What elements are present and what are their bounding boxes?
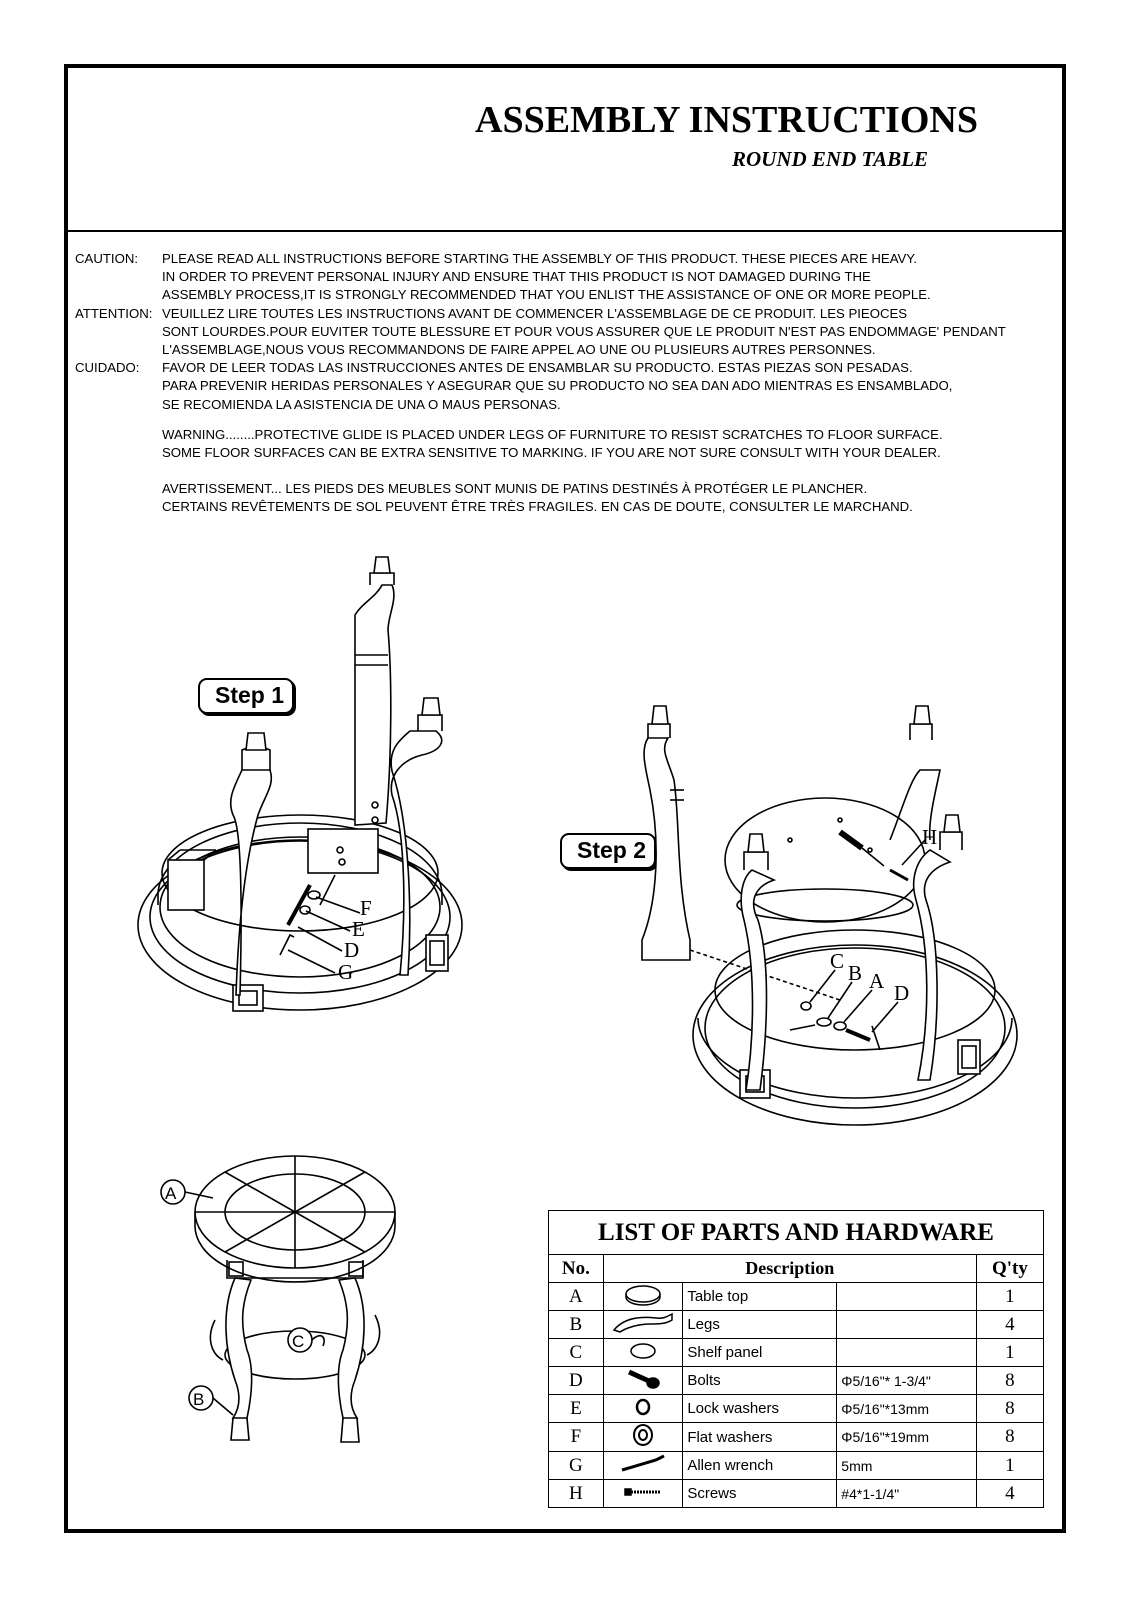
warning-line: WARNING........PROTECTIVE GLIDE IS PLACED UNDER LEGS OF FURNITURE TO RESIST SCRATCHES TO FLOOR SURFACE.	[162, 426, 943, 442]
warning-line: SOME FLOOR SURFACES CAN BE EXTRA SENSITIVE TO MARKING. IF YOU ARE NOT SURE CONSULT WITH YOUR DEALER.	[162, 445, 941, 461]
part-spec: Φ5/16"*13mm	[837, 1395, 977, 1423]
overview-callout-c: C	[292, 1332, 305, 1351]
page-subtitle: ROUND END TABLE	[732, 147, 929, 171]
part-number: F	[549, 1423, 603, 1452]
part-quantity: 4	[976, 1480, 1043, 1508]
step-2-callout: A	[869, 969, 885, 993]
leg-icon	[603, 1311, 683, 1339]
step-2-callout: C	[830, 949, 845, 973]
parts-row	[549, 1423, 1043, 1452]
caution-line: IN ORDER TO PREVENT PERSONAL INJURY AND ENSURE THAT THIS PRODUCT IS NOT DAMAGED DURING THE	[162, 269, 871, 285]
lock-washer-icon	[603, 1395, 683, 1423]
step-2-badge: Step 2	[560, 833, 656, 869]
part-description: Screws	[683, 1480, 837, 1508]
header-divider	[68, 230, 1062, 232]
parts-header-row	[549, 1255, 1043, 1283]
part-description: Table top	[683, 1283, 837, 1311]
col-description-header: Description	[603, 1255, 976, 1283]
part-description: Lock washers	[683, 1395, 837, 1423]
part-number: A	[549, 1283, 603, 1311]
table-top-icon	[603, 1283, 683, 1311]
part-spec	[837, 1283, 977, 1311]
part-spec	[837, 1339, 977, 1367]
step-2-illustration	[640, 700, 1030, 1130]
avertissement-line: CERTAINS REVÊTEMENTS DE SOL PEUVENT ÊTRE TRÈS FRAGILES. EN CAS DE DOUTE, CONSULTER LE MARCHAND.	[162, 499, 913, 515]
cuidado-line: PARA PREVENIR HERIDAS PERSONALES Y ASEGURAR QUE SU PRODUCTO NO SEA DAN ADO MIENTRAS ES ENSAMBLADO,	[162, 378, 953, 394]
step-1-illustration	[130, 555, 470, 1035]
overview-callout-b: B	[193, 1390, 205, 1409]
attention-label: ATTENTION:	[75, 305, 153, 321]
attention-line: SONT LOURDES.POUR EUVITER TOUTE BLESSURE ET POUR VOUS ASSURER QUE LE PRODUIT N'EST PAS ENDOMMAGE' PENDANT	[162, 323, 1006, 339]
part-spec	[837, 1311, 977, 1339]
part-number: B	[549, 1311, 603, 1339]
part-number: G	[549, 1452, 603, 1480]
part-description: Shelf panel	[683, 1339, 837, 1367]
part-description: Bolts	[683, 1367, 837, 1395]
assembled-table-illustration	[155, 1150, 425, 1460]
part-description: Flat washers	[683, 1423, 837, 1452]
cuidado-line: FAVOR DE LEER TODAS LAS INSTRUCCIONES ANTES DE ENSAMBLAR SU PRODUCTO. ESTAS PIEZAS SON PESADAS.	[162, 360, 913, 376]
caution-line: ASSEMBLY PROCESS,IT IS STRONGLY RECOMMENDED THAT YOU ENLIST THE ASSISTANCE OF ONE OR MORE PEOPLE.	[162, 287, 931, 303]
step-2-callout: B	[848, 961, 863, 985]
parts-row	[549, 1480, 1043, 1508]
avertissement-line: AVERTISSEMENT... LES PIEDS DES MEUBLES SONT MUNIS DE PATINS DESTINÉS À PROTÉGER LE PLANCHER.	[162, 481, 868, 497]
part-number: E	[549, 1395, 603, 1423]
part-quantity: 8	[976, 1367, 1043, 1395]
part-spec: Φ5/16"*19mm	[837, 1423, 977, 1452]
part-number: C	[549, 1339, 603, 1367]
part-spec: Φ5/16"* 1-3/4"	[837, 1367, 977, 1395]
part-description: Allen wrench	[683, 1452, 837, 1480]
part-quantity: 1	[976, 1339, 1043, 1367]
caution-note	[75, 250, 1055, 305]
step-1-callout: D	[344, 938, 360, 962]
parts-row	[549, 1339, 1043, 1367]
parts-row	[549, 1367, 1043, 1395]
overview-callout-a: A	[165, 1184, 177, 1203]
step-1-callout: F	[360, 896, 372, 920]
screw-icon	[603, 1480, 683, 1508]
cuidado-note	[75, 359, 1055, 414]
allen-wrench-icon	[603, 1452, 683, 1480]
parts-list	[548, 1210, 1044, 1508]
safety-notes	[75, 250, 1055, 517]
part-quantity: 8	[976, 1423, 1043, 1452]
caution-line: PLEASE READ ALL INSTRUCTIONS BEFORE STARTING THE ASSEMBLY OF THIS PRODUCT. THESE PIECES ARE HEAVY.	[162, 251, 918, 266]
parts-list-title: LIST OF PARTS AND HARDWARE	[549, 1211, 1043, 1255]
bolt-icon	[603, 1367, 683, 1395]
part-quantity: 8	[976, 1395, 1043, 1423]
parts-row	[549, 1283, 1043, 1311]
part-spec: #4*1-1/4"	[837, 1480, 977, 1508]
part-quantity: 4	[976, 1311, 1043, 1339]
attention-line: L'ASSEMBLAGE,NOUS VOUS RECOMMANDONS DE FAIRE APPEL AO UNE OU PLUSIEURS AUTRES PERSONNES.	[162, 342, 876, 358]
shelf-panel-icon	[603, 1339, 683, 1367]
parts-table	[549, 1255, 1043, 1507]
col-no-header: No.	[549, 1255, 603, 1283]
part-description: Legs	[683, 1311, 837, 1339]
parts-row	[549, 1452, 1043, 1480]
parts-row	[549, 1311, 1043, 1339]
caution-label: CAUTION:	[75, 251, 139, 266]
part-spec: 5mm	[837, 1452, 977, 1480]
col-qty-header: Q'ty	[976, 1255, 1043, 1283]
part-quantity: 1	[976, 1283, 1043, 1311]
parts-row	[549, 1395, 1043, 1423]
part-number: D	[549, 1367, 603, 1395]
step-1-callout: E	[352, 917, 365, 941]
cuidado-label: CUIDADO:	[75, 360, 140, 376]
page-title: ASSEMBLY INSTRUCTIONS	[475, 99, 978, 141]
step-2-callout: D	[894, 981, 910, 1005]
cuidado-line: SE RECOMIENDA LA ASISTENCIA DE UNA O MAUS PERSONAS.	[162, 396, 561, 412]
step-1-callout: G	[338, 960, 354, 984]
step-2-callout: H	[922, 825, 938, 849]
attention-line: VEUILLEZ LIRE TOUTES LES INSTRUCTIONS AVANT DE COMMENCER L'ASSEMBLAGE DE CE PRODUIT. LES PIEOCES	[162, 305, 908, 321]
flat-washer-icon	[603, 1423, 683, 1452]
step-1-badge: Step 1	[198, 678, 294, 714]
part-quantity: 1	[976, 1452, 1043, 1480]
attention-note	[75, 305, 1055, 360]
part-number: H	[549, 1480, 603, 1508]
